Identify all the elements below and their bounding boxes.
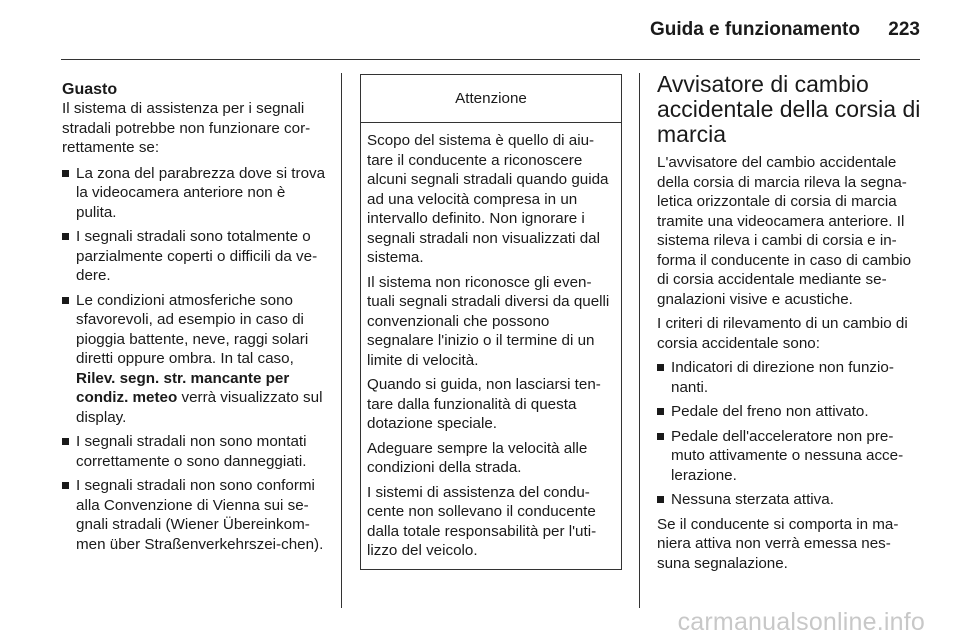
section-heading-lane-departure: Avvisatore di cambio accidentale della corsia di marcia — [657, 71, 921, 147]
list-item: I segnali stradali sono totalmente o parzialmente coperti o difficili da ve-dere. — [62, 227, 327, 286]
warning-paragraph: Il sistema non riconosce gli even-tuali segnali stradali diversi da quelli convenzionali che possono segnalare l'inizio o il termine di un limite di velocità. — [367, 273, 610, 369]
intro-paragraph: Il sistema di assistenza per i segnali stradali potrebbe non funzionare cor-rettamente se: — [62, 100, 311, 156]
list-item: Nessuna sterzata attiva. — [657, 490, 922, 510]
list-item: Indicatori di direzione non funzio-nanti. — [657, 358, 922, 397]
list-item: Pedale del freno non attivato. — [657, 402, 922, 422]
warning-paragraph: Scopo del sistema è quello di aiu-tare il conducente a riconoscere alcuni segnali stradali quando guida ad una velocità compresa in un intervallo definito. Non ignorare i segnali stradali non visualizzati dal sistema. — [367, 132, 609, 266]
warning-box — [360, 74, 622, 570]
bullet-square-icon — [62, 170, 69, 177]
lane-departure-description: L'avvisatore del cambio accidentale della corsia di marcia rileva la segna-letica orizzontale di corsia di marcia tramite una videocamera anteriore. Il sistema rileva i cambi di corsia e in-forma il conducente in caso di cambio di corsia accidentale mediante se-gnalazioni visive e acustiche. — [657, 154, 912, 308]
watermark: carmanualsonline.info — [677, 608, 925, 636]
bullet-square-icon — [657, 364, 664, 371]
bullet-square-icon — [657, 408, 664, 415]
fault-conditions-list — [62, 164, 327, 555]
list-item: I segnali stradali non sono montati correttamente o sono danneggiati. — [62, 432, 327, 471]
right-column — [657, 72, 922, 578]
list-item: La zona del parabrezza dove si trova la videocamera anteriore non è pulita. — [62, 164, 327, 223]
bullet-square-icon — [62, 438, 69, 445]
bullet-square-icon — [657, 433, 664, 440]
display-message-text: Rilev. segn. str. mancante per condiz. meteo — [76, 369, 290, 406]
warning-paragraph: I sistemi di assistenza del condu-cente non sollevano il conducente dalla totale responsabilità per l'uti-lizzo del veicolo. — [367, 483, 597, 559]
bullet-square-icon — [62, 233, 69, 240]
section-heading-guasto: Guasto — [62, 81, 118, 98]
warning-heading: Attenzione — [361, 75, 621, 123]
left-column — [62, 80, 327, 559]
detection-criteria-list — [657, 358, 922, 510]
column-divider-right — [639, 73, 640, 608]
column-divider-left — [341, 73, 342, 608]
page-number: 223 — [888, 19, 920, 40]
bullet-square-icon — [657, 496, 664, 503]
warning-paragraph: Quando si guida, non lasciarsi ten-tare dalla funzionalità di questa dotazione speciale. — [367, 376, 601, 432]
closing-paragraph: Se il conducente si comporta in ma-niera attiva non verrà emessa nes-suna segnalazione. — [657, 515, 899, 572]
detection-criteria-intro: I criteri di rilevamento di un cambio di corsia accidentale sono: — [657, 315, 908, 352]
middle-column — [360, 74, 622, 570]
list-item: I segnali stradali non sono conformi alla Convenzione di Vienna sui se-gnali stradali (Wiener Übereinkom-men über Straßenverkehrszei-chen). — [62, 476, 327, 554]
list-item: Le condizioni atmosferiche sono sfavorevoli, ad esempio in caso di pioggia battente, neve, raggi solari diretti oppure ombra. In tal caso, Rilev. segn. str. mancante per condiz. meteo verrà visualizzato sul display. — [62, 291, 327, 428]
bullet-square-icon — [62, 482, 69, 489]
list-item: Pedale dell'acceleratore non pre-muto attivamente o nessuna acce-lerazione. — [657, 427, 922, 486]
header-rule — [61, 59, 920, 60]
page-header-title: Guida e funzionamento — [649, 19, 860, 40]
bullet-square-icon — [62, 297, 69, 304]
warning-paragraph: Adeguare sempre la velocità alle condizioni della strada. — [367, 439, 588, 476]
warning-body — [361, 123, 621, 569]
